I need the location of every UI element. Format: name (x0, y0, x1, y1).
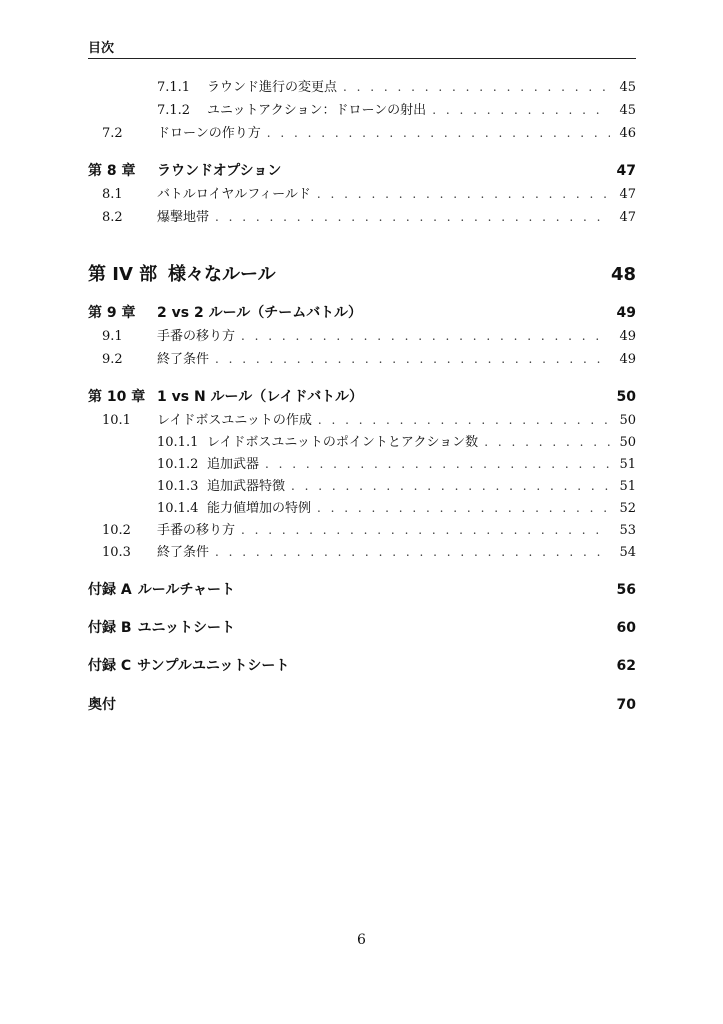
appendix-page: 56 (616, 582, 636, 598)
entry-page: 53 (619, 523, 636, 538)
entry-number: 10.1.1 (157, 435, 199, 450)
entry-number: 9.1 (102, 329, 123, 344)
colophon-title: 奥付 (88, 697, 116, 713)
toc-entry[interactable] (102, 206, 636, 226)
part-number: 第 IV 部 (88, 264, 158, 285)
appendix-number: 付録 A (88, 582, 132, 598)
chapter-title: 2 vs 2 ルール（チームバトル） (157, 305, 363, 321)
appendix-number: 付録 B (88, 620, 132, 636)
toc-chapter[interactable] (88, 302, 636, 322)
leader-dots (484, 435, 610, 449)
appendix-title: サンプルユニットシート (137, 658, 290, 674)
chapter-number: 第 8 章 (88, 163, 136, 179)
page-number: 6 (357, 932, 366, 948)
entry-page: 47 (619, 187, 636, 202)
leader-dots (267, 126, 610, 140)
toc-appendix[interactable] (88, 655, 636, 675)
leader-dots (215, 210, 610, 224)
chapter-page: 47 (616, 163, 636, 179)
toc-appendix[interactable] (88, 579, 636, 599)
entry-page: 51 (619, 457, 636, 472)
toc-entry[interactable] (102, 519, 636, 539)
chapter-number: 第 9 章 (88, 305, 136, 321)
entry-title: 終了条件 (157, 545, 210, 560)
leader-dots (215, 352, 610, 366)
entry-title: 手番の移り方 (157, 329, 236, 344)
leader-dots (241, 329, 610, 343)
entry-page: 50 (619, 413, 636, 428)
toc-entry[interactable] (102, 348, 636, 368)
entry-title: 追加武器 (207, 457, 260, 472)
leader-dots (432, 103, 610, 117)
entry-page: 46 (619, 126, 636, 141)
leader-dots (317, 501, 610, 515)
toc-appendix[interactable] (88, 617, 636, 637)
chapter-title: ラウンドオプション (157, 163, 282, 179)
entry-page: 51 (619, 479, 636, 494)
toc-chapter[interactable] (88, 386, 636, 406)
entry-page: 50 (619, 435, 636, 450)
leader-dots (265, 457, 610, 471)
toc-entry[interactable] (157, 431, 636, 451)
entry-number: 8.2 (102, 210, 123, 225)
entry-title: 追加武器特徴 (207, 479, 286, 494)
entry-number: 9.2 (102, 352, 123, 367)
leader-dots (343, 80, 610, 94)
part-title: 様々なルール (168, 264, 276, 285)
appendix-title: ユニットシート (137, 620, 235, 636)
chapter-number: 第 10 章 (88, 389, 146, 405)
entry-page: 49 (619, 352, 636, 367)
entry-title: 手番の移り方 (157, 523, 236, 538)
entry-page: 45 (619, 80, 636, 95)
entry-title: 終了条件 (157, 352, 210, 367)
toc-entry[interactable] (102, 122, 636, 142)
toc-entry[interactable] (157, 99, 636, 119)
entry-number: 10.3 (102, 545, 131, 560)
entry-title: バトルロイヤルフィールド (157, 187, 311, 202)
entry-title: 能力値増加の特例 (207, 501, 312, 516)
entry-title: ラウンド進行の変更点 (207, 80, 338, 95)
toc-entry[interactable] (157, 453, 636, 473)
entry-number: 10.2 (102, 523, 131, 538)
toc-colophon[interactable] (88, 694, 636, 714)
leader-dots (291, 479, 610, 493)
entry-number: 10.1 (102, 413, 131, 428)
leader-dots (317, 187, 610, 201)
entry-page: 52 (619, 501, 636, 516)
toc-chapter[interactable] (88, 160, 636, 180)
toc-entry[interactable] (157, 497, 636, 517)
appendix-number: 付録 C (88, 658, 132, 674)
leader-dots (318, 413, 610, 427)
appendix-page: 60 (616, 620, 636, 636)
entry-title: 爆撃地帯 (157, 210, 210, 225)
toc-entry[interactable] (157, 475, 636, 495)
entry-number: 10.1.3 (157, 479, 199, 494)
toc-entry[interactable] (102, 409, 636, 429)
toc-entry[interactable] (102, 325, 636, 345)
running-header: 目次 (88, 40, 636, 59)
part-page: 48 (610, 264, 636, 285)
toc-entry[interactable] (102, 541, 636, 561)
entry-number: 10.1.4 (157, 501, 199, 516)
toc-part[interactable] (88, 260, 636, 286)
entry-number: 8.1 (102, 187, 123, 202)
appendix-title: ルールチャート (137, 582, 236, 598)
leader-dots (241, 523, 610, 537)
entry-title: レイドボスユニットの作成 (157, 413, 312, 428)
entry-title: レイドボスユニットのポイントとアクション数 (207, 435, 479, 450)
entry-title: ユニットアクション：ドローンの射出 (207, 103, 427, 118)
appendix-page: 62 (616, 658, 636, 674)
toc-entry[interactable] (157, 76, 636, 96)
chapter-page: 49 (616, 305, 636, 321)
entry-page: 54 (619, 545, 636, 560)
chapter-title: 1 vs N ルール（レイドバトル） (157, 389, 363, 405)
leader-dots (215, 545, 610, 559)
entry-page: 45 (619, 103, 636, 118)
entry-page: 47 (619, 210, 636, 225)
entry-page: 49 (619, 329, 636, 344)
entry-number: 7.1.1 (157, 80, 191, 95)
entry-number: 10.1.2 (157, 457, 199, 472)
entry-number: 7.2 (102, 126, 123, 141)
chapter-page: 50 (616, 389, 636, 405)
colophon-page: 70 (616, 697, 636, 713)
entry-number: 7.1.2 (157, 103, 191, 118)
toc-entry[interactable] (102, 183, 636, 203)
entry-title: ドローンの作り方 (157, 126, 261, 141)
